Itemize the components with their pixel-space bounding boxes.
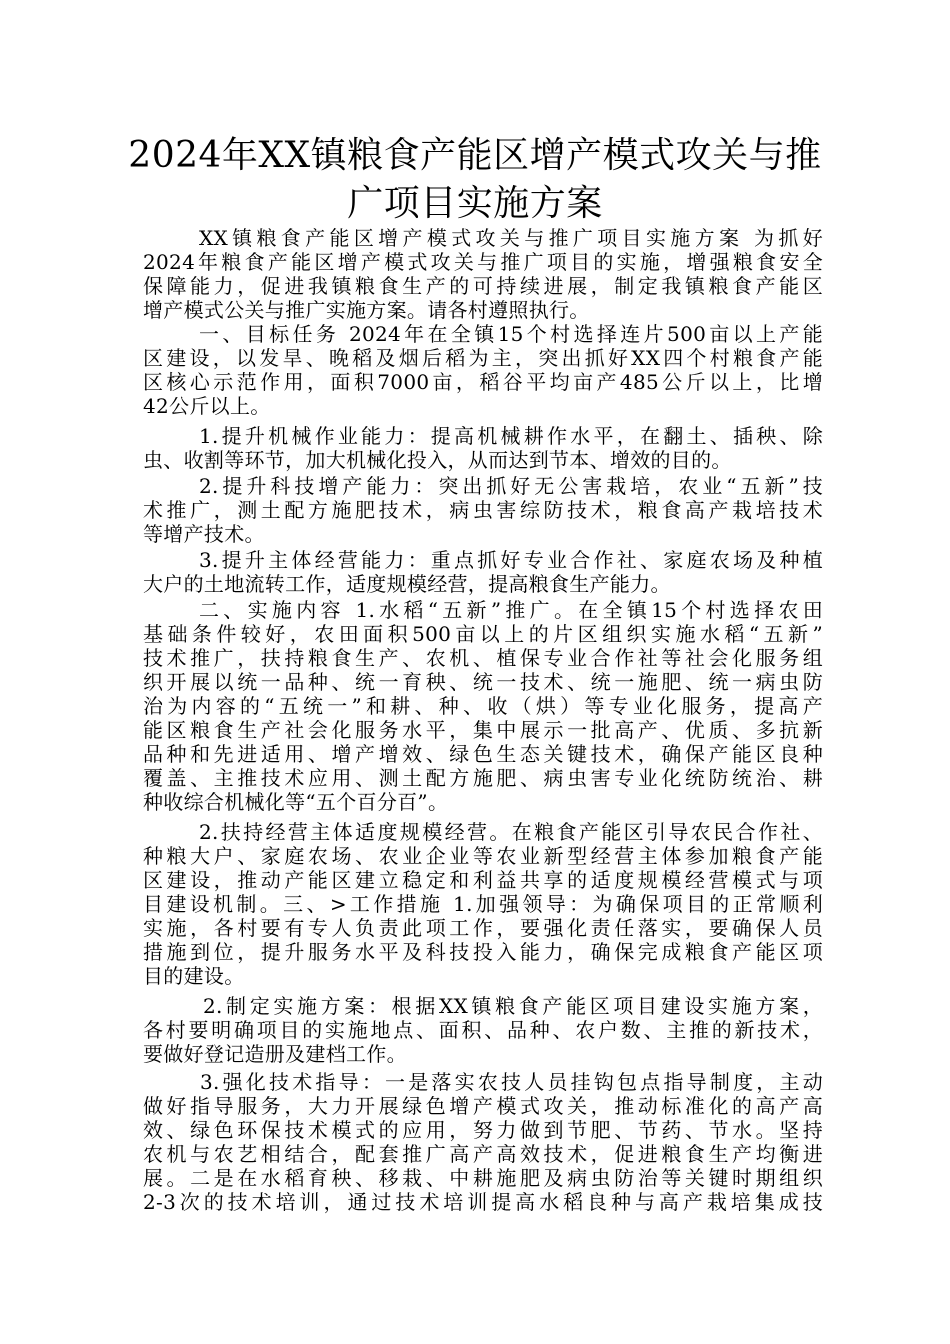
body-line-23: 覆盖、主推技术应用、测土配方施肥、病虫害专业化统防统治、耕	[143, 766, 823, 790]
body-line-38: 农机与农艺相结合，配套推广高产高效技术，促进粮食生产均衡进	[143, 1142, 823, 1166]
body-line-14: 3.提升主体经营能力：重点抓好专业合作社、家庭农场及种植	[199, 548, 823, 572]
body-line-33: 各村要明确项目的实施地点、面积、品种、农户数、主推的新技术，	[143, 1018, 823, 1042]
body-line-5: 一、目标任务 2024年在全镇15个村选择连片500亩以上产能	[199, 322, 823, 346]
document-title-line-1: 2024年XX镇粮食产能区增产模式攻关与推	[128, 135, 822, 176]
body-line-3: 保障能力，促进我镇粮食生产的可持续进展，制定我镇粮食产能区	[143, 274, 823, 298]
body-line-1: XX镇粮食产能区增产模式攻关与推广项目实施方案 为抓好	[199, 226, 823, 250]
body-line-18: 技术推广，扶持粮食生产、农机、植保专业合作社等社会化服务组	[143, 646, 823, 670]
body-line-39: 展。二是在水稻育秧、移栽、中耕施肥及病虫防治等关键时期组织	[143, 1166, 823, 1190]
body-line-25: 2.扶持经营主体适度规模经营。在粮食产能区引导农民合作社、	[199, 820, 823, 844]
body-line-17: 基础条件较好，农田面积500亩以上的片区组织实施水稻“五新”	[143, 622, 823, 646]
body-line-30: 措施到位，提升服务水平及科技投入能力，确保完成粮食产能区项	[143, 940, 823, 964]
body-line-13: 等增产技术。	[143, 522, 265, 546]
body-line-19: 织开展以统一品种、统一育秧、统一技术、统一施肥、统一病虫防	[143, 670, 823, 694]
body-line-22: 品种和先进适用、增产增效、绿色生态关键技术，确保产能区良种	[143, 742, 823, 766]
body-line-28: 目建设机制。三、>工作措施 1.加强领导：为确保项目的正常顺利	[143, 892, 823, 916]
body-line-2: 2024年粮食产能区增产模式攻关与推广项目的实施，增强粮食安全	[143, 250, 823, 274]
body-line-15: 大户的土地流转工作，适度规模经营，提高粮食生产能力。	[143, 572, 671, 596]
body-line-4: 增产模式公关与推广实施方案。请各村遵照执行。	[143, 298, 590, 322]
body-line-20: 治为内容的“五统一”和耕、种、收（烘）等专业化服务，提高产	[143, 694, 823, 718]
body-line-24: 种收综合机械化等“五个百分百”。	[143, 790, 449, 814]
body-line-29: 实施，各村要有专人负责此项工作，要强化责任落实，要确保人员	[143, 916, 823, 940]
body-line-31: 目的建设。	[143, 964, 245, 988]
body-line-11: 2.提升科技增产能力：突出抓好无公害栽培，农业“五新”技	[199, 474, 823, 498]
body-line-36: 做好指导服务，大力开展绿色增产模式攻关，推动标准化的高产高	[143, 1094, 823, 1118]
body-line-32: 2.制定实施方案：根据XX镇粮食产能区项目建设实施方案，	[203, 994, 823, 1018]
body-line-21: 能区粮食生产社会化服务水平，集中展示一批高产、优质、多抗新	[143, 718, 823, 742]
body-line-37: 效、绿色环保技术模式的应用，努力做到节肥、节药、节水。坚持	[143, 1118, 823, 1142]
body-line-6: 区建设，以发旱、晚稻及烟后稻为主，突出抓好XX四个村粮食产能	[143, 346, 823, 370]
body-line-9: 1.提升机械作业能力：提高机械耕作水平，在翻土、插秧、除	[199, 424, 823, 448]
body-line-34: 要做好登记造册及建档工作。	[143, 1042, 407, 1066]
body-line-27: 区建设，推动产能区建立稳定和利益共享的适度规模经营模式与项	[143, 868, 823, 892]
body-line-26: 种粮大户、家庭农场、农业企业等农业新型经营主体参加粮食产能	[143, 844, 823, 868]
body-line-16: 二、实施内容 1.水稻“五新”推广。在全镇15个村选择农田	[199, 598, 823, 622]
body-line-35: 3.强化技术指导：一是落实农技人员挂钩包点指导制度，主动	[200, 1070, 823, 1094]
body-line-7: 区核心示范作用，面积7000亩，稻谷平均亩产485公斤以上，比增	[143, 370, 823, 394]
body-line-10: 虫、收割等环节，加大机械化投入，从而达到节本、增效的目的。	[143, 448, 732, 472]
body-line-12: 术推广，测土配方施肥技术，病虫害综防技术，粮食高产栽培技术	[143, 498, 823, 522]
document-title-line-2: 广项目实施方案	[347, 183, 603, 224]
body-line-8: 42公斤以上。	[143, 394, 271, 418]
body-line-40: 2-3次的技术培训，通过技术培训提高水稻良种与高产栽培集成技	[143, 1190, 823, 1214]
